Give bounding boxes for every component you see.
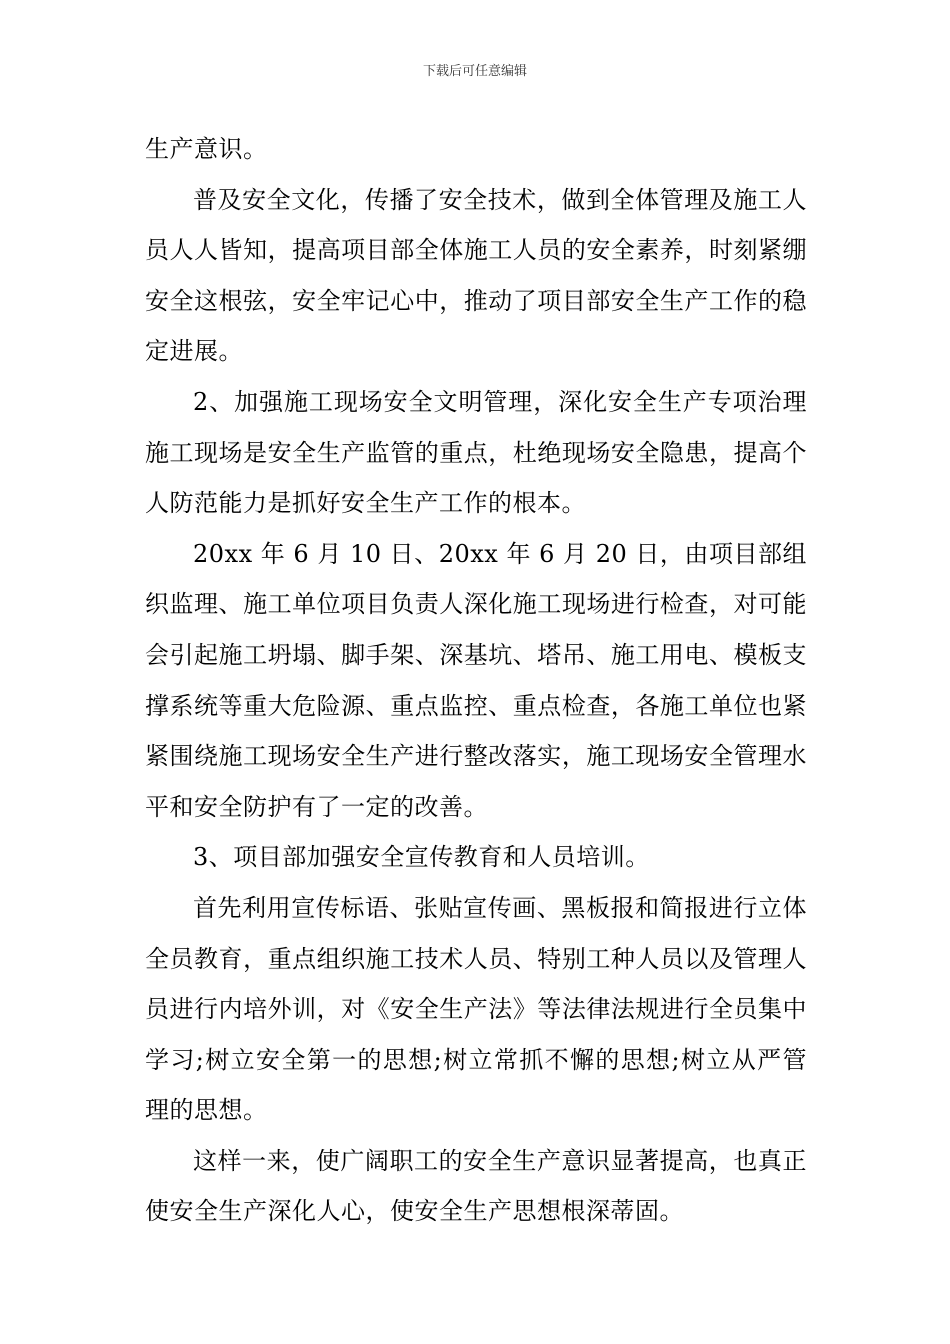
- paragraph-training-heading: 3、项目部加强安全宣传教育和人员培训。: [193, 843, 650, 872]
- paragraph-continuation: 生产意识。: [145, 135, 268, 163]
- paragraph-conclusion: 这样一来，使广阔职工的安全生产意识显著提高，也真正使安全生产深化人心，使安全生产思想根深蒂固。: [145, 1146, 807, 1226]
- paragraph-inspection: 20xx 年 6 月 10 日、20xx 年 6 月 20 日，由项目部组织监理、施工单位项目负责人深化施工现场进行检查，对可能会引起施工坍塌、脚手架、深基坑、塔吊、施工用电、模板支撑系统等重大危险源、重点监控、重点检查，各施工单位也紧紧围绕施工现场安全生产进行整改落实，施工现场安全管理水平和安全防护有了一定的改善。: [145, 539, 807, 821]
- paragraph-site-management: 2、加强施工现场安全文明管理，深化安全生产专项治理施工现场是安全生产监管的重点，杜绝现场安全隐患，提高个人防范能力是抓好安全生产工作的根本。: [145, 387, 807, 518]
- paragraph-education: 首先利用宣传标语、张贴宣传画、黑板报和简报进行立体全员教育，重点组织施工技术人员、特别工种人员以及管理人员进行内培外训，对《安全生产法》等法律法规进行全员集中学习;树立安全第一的思想;树立常抓不懈的思想;树立从严管理的思想。: [145, 893, 807, 1125]
- paragraph-safety-culture: 普及安全文化，传播了安全技术，做到全体管理及施工人员人人皆知，提高项目部全体施工人员的安全素养，时刻紧绷安全这根弦，安全牢记心中，推动了项目部安全生产工作的稳定进展。: [145, 185, 807, 366]
- document-body: [145, 124, 807, 1237]
- page-header-note: 下载后可任意编辑: [422, 64, 527, 79]
